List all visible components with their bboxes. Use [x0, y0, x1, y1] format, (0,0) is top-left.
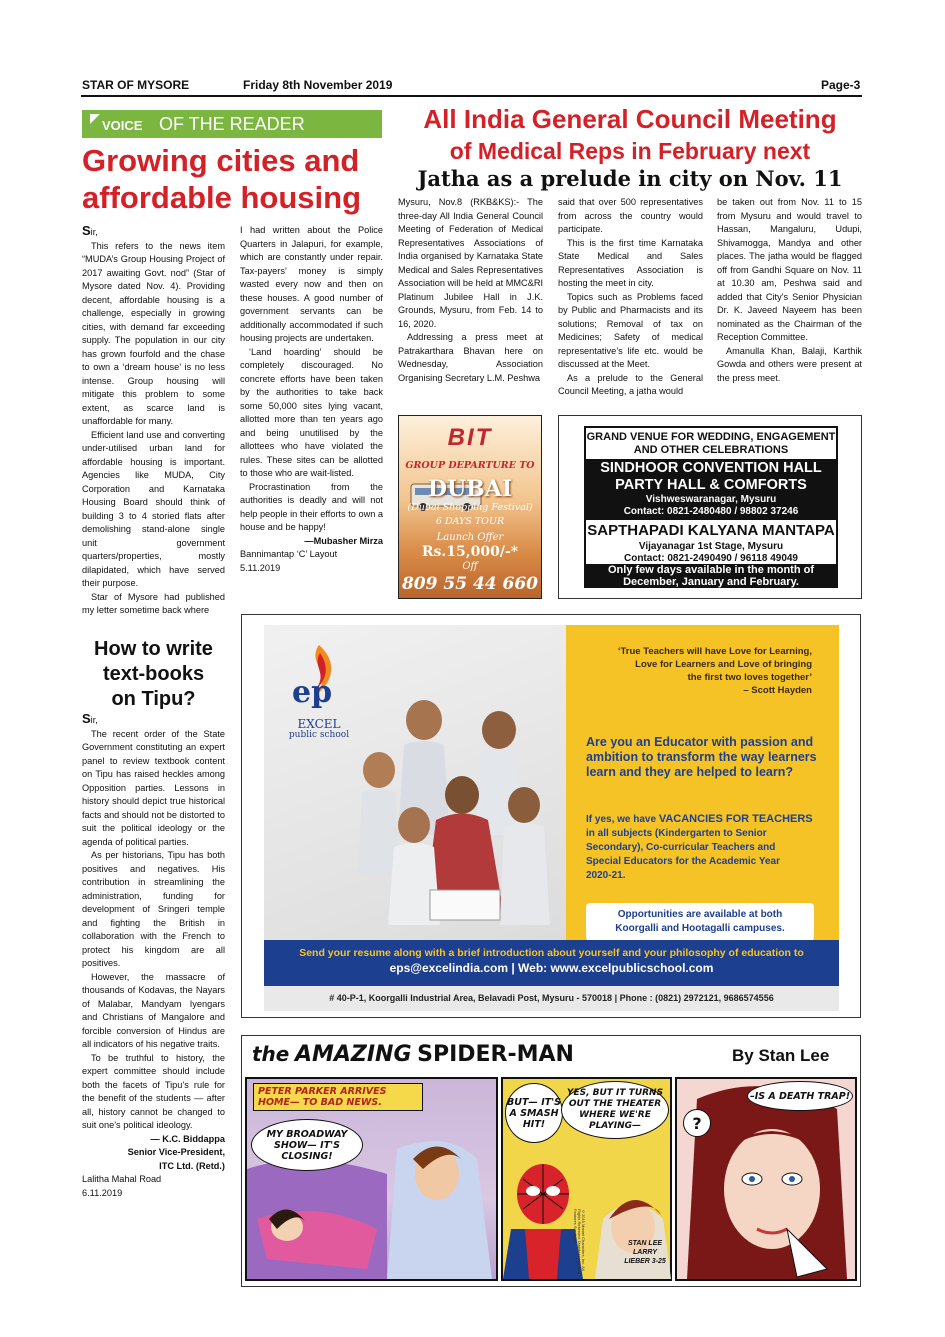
quote-line2: Love for Learners and Love of bringing: [635, 659, 812, 670]
vacancy-line3: Special Educators for the Academic Year: [586, 856, 780, 867]
quote-author: – Scott Hayden: [743, 685, 812, 696]
salutation-s: S: [82, 711, 91, 726]
excel-send-banner: Send your resume along with a brief introduction about yourself and your philosophy of education to eps@excelindia.com | Web: www.excelpublicschool.com: [264, 940, 839, 986]
send-line: Send your resume along with a brief introduction about yourself and your philosophy of education to: [299, 947, 804, 959]
council-paragraph: Addressing a press meet at Patrakarthara Bhavan here on Wednesday, Association Organising Secretary L.M. Peshwa: [398, 332, 543, 383]
council-paragraph: Topics such as Problems faced by Public and Pharmacists and its solutions; Removal of tax on Medicines; Safety of medical representative’s life etc. would be discussed at the Meet.: [558, 291, 703, 369]
council-paragraph: said that over 500 representatives from across the country would participate.: [558, 197, 703, 234]
council-headline-2: of Medical Reps in February next: [449, 138, 811, 164]
excel-question: [586, 735, 826, 780]
sapthapadi-contact: Contact: 0821-2490490 / 96118 49049: [623, 553, 798, 564]
tipu-paragraph: To be truthful to history, the expert committee should include both the facets of Tipu’s rule for the benefit of the students — after all, history cannot be changed to suit one’s political ideology.: [82, 1052, 225, 1130]
venue-ad[interactable]: [584, 426, 838, 588]
venue-availability: [586, 564, 836, 588]
bit-festival: (Dubai Shopping Festival): [407, 502, 533, 513]
excel-email-link[interactable]: eps@excelindia.com: [389, 961, 508, 975]
venue-note-line1: Only few days available in the month of: [608, 564, 814, 576]
voice-paragraph: ‘Land hoarding’ should be completely discouraged. No concrete efforts have been taken by the authorities to take back some 50,000 sites lying vacant, allotted more than ten years ago and being unutilised by the allottees who have violated the rules. These sites can be allotted to those who are wait-listed.: [240, 346, 383, 478]
quote-line3: the first two loves together’: [687, 672, 812, 683]
salutation-ir: ir,: [90, 715, 98, 725]
council-column-1: [398, 196, 543, 408]
students-photo-icon: [354, 685, 564, 940]
banner-title: OF THE READER: [159, 114, 305, 134]
vacancy-line1: in all subjects (Kindergarten to Senior: [586, 828, 767, 839]
venue-top-line1: GRAND VENUE FOR WEDDING, ENGAGEMENT: [586, 431, 836, 443]
excel-web-link[interactable]: Web: www.excelpublicschool.com: [518, 961, 714, 975]
comic-balloon-4: –IS A DEATH TRAP!: [747, 1081, 853, 1111]
voice-paragraph: Efficient land use and converting under-utilised urban land for affordable housing is important. Agencies like MUDA, City Corporation and Karnataka Housing Board should think of building 3 to 4 storied flats after demolishing stand-alone single unit government quarters/properties, mostly dilapidated, which have served their purpose.: [82, 429, 225, 588]
question-line1: Are you an Educator with passion and: [586, 735, 814, 749]
sindhoor-address: Vishweswaranagar, Mysuru: [645, 494, 777, 505]
excel-address-bar: # 40-P-1, Koorgalli Industrial Area, Belavadi Post, Mysuru - 570018 | Phone : (0821) 2972121, 9686574556: [264, 986, 839, 1011]
voice-headline: [82, 142, 361, 216]
banner-corner-icon: [90, 114, 100, 124]
tipu-column: [82, 712, 225, 1282]
comic-caption-1: PETER PARKER ARRIVES HOME— TO BAD NEWS.: [253, 1083, 423, 1111]
excel-school-name: EXCEL: [297, 717, 341, 731]
question-line3: learn and they are helped to learn?: [586, 765, 794, 779]
comic-credit: STAN LEE LARRY LIEBER 3-25: [624, 1240, 666, 1265]
venue-top: [586, 431, 836, 457]
salutation-s: S: [82, 223, 91, 238]
council-paragraph: Mysuru, Nov.8 (RKB&KS):- The three-day All India General Council Meeting of Federation of Medical Representatives Associations of India organised by Karnataka State Medical and Sales Representatives Association will be held at MMC&RI Platinum Jubilee Hall in J.K. Grounds, Mysuru, from Feb. 14 to 16, 2020.: [398, 197, 544, 329]
council-headline: All India General Council Meeting: [423, 104, 837, 134]
tipu-signature-title: Senior Vice-President,: [127, 1147, 225, 1157]
tipu-headline: [82, 637, 225, 712]
excel-logo-mark: ep: [292, 675, 333, 710]
comic-panel-1: [245, 1077, 498, 1281]
tipu-signature-company: ITC Ltd. (Retd.): [159, 1160, 225, 1171]
masthead-rule: [81, 95, 862, 97]
voice-headline-line1: Growing cities and: [82, 143, 360, 178]
bit-dubai-ad[interactable]: [398, 415, 542, 599]
tipu-paragraph: However, the massacre of thousands of Kodavas, the Nayars of Malabar, Mandyam Iyengars and Christians of Mangalore and forcible conversion of Hindus are all indicators of his negative traits.: [82, 971, 225, 1049]
excel-address: # 40-P-1, Koorgalli Industrial Area, Belavadi Post, Mysuru - 570018: [329, 993, 613, 1003]
comic-panel-3: [675, 1077, 857, 1281]
voice-address: Bannimantap ‘C’ Layout: [240, 549, 338, 559]
council-subhead: Jatha as a prelude in city on Nov. 11: [417, 166, 843, 191]
bit-tour: 6 DAYS TOUR: [435, 516, 505, 527]
excel-opportunities: [586, 903, 814, 941]
vacancy-line2: Secondary), Co-curricular Teachers and: [586, 842, 776, 853]
party-hall-name: PARTY HALL & COMFORTS: [615, 477, 807, 493]
comic-title: [252, 1042, 574, 1067]
paper-name: STAR OF MYSORE: [82, 78, 190, 92]
banner-voice: VOICE: [102, 118, 143, 133]
venue-note-line2: December, January and February.: [623, 576, 799, 588]
vacancy-line4: 2020-21.: [586, 870, 626, 881]
tipu-date: 6.11.2019: [82, 1187, 123, 1198]
sindhoor-hall: [586, 460, 836, 494]
comic-byline: By Stan Lee: [732, 1046, 830, 1065]
excel-phone: Phone : (0821) 2972121, 9686574556: [619, 993, 774, 1003]
vacancy-prefix: If yes, we have: [586, 814, 659, 825]
venue-top-line2: AND OTHER CELEBRATIONS: [633, 444, 789, 456]
tipu-paragraph: The recent order of the State Government constituting an expert panel to review textbook content on Tipu has raised heckles among Opposition parties. Lessons in history should depict true historical facts and should not be distorted to suit the political ideology or the agenda of political parties.: [82, 728, 226, 847]
voice-column-1: [82, 224, 225, 634]
comic-balloon-5: ?: [683, 1109, 711, 1137]
voice-column-2: [240, 224, 383, 604]
excel-vacancies: [586, 812, 826, 883]
comic-title-amazing: AMAZING: [294, 1042, 412, 1067]
sindhoor-contact: Contact: 0821-2480480 / 98802 37246: [623, 506, 799, 517]
question-line2: ambition to transform the way learners: [586, 750, 817, 764]
bit-off: Off: [462, 561, 478, 572]
comic-balloon-3: YES, BUT IT TURNS OUT THE THEATER WHERE WE'RE PLAYING—: [561, 1081, 669, 1139]
issue-date: Friday 8th November 2019: [243, 78, 393, 92]
tipu-paragraph: As per historians, Tipu has both positives and negatives. His contribution in streamlining the administration, funding for development of Sringeri temple and fighting the British in collaboration with the French to protect his kingdom are all positives.: [82, 850, 225, 968]
comic-copyright: ©2019 Marvel Characters, Inc. All Rights Reserved. Distributed by King Features Syndicate: [573, 1209, 586, 1275]
comic-title-the: the: [252, 1042, 290, 1066]
bit-line1: GROUP DEPARTURE TO: [405, 460, 535, 471]
bit-phone: 809 55 44 660: [401, 574, 539, 594]
voice-paragraph: I had written about the Police Quarters in Jalapuri, for example, which are constantly under repair. Tax-payers’ money is simply wasted every now and then on these houses. A good number of government servants can be additionally accommodated if such housing projects are undertaken.: [240, 225, 383, 343]
sindhoor-name: SINDHOOR CONVENTION HALL: [600, 460, 822, 476]
voice-paragraph: Procrastination from the authorities is deadly and will not help people in their efforts to own a house and be happy!: [240, 481, 383, 532]
bit-price: Rs.15,000/-*: [421, 544, 519, 560]
council-paragraph: This is the first time Karnataka State Medical and Sales Representatives Association is hosting the meet in city.: [558, 237, 703, 288]
bit-launch: Launch Offer: [436, 532, 504, 543]
voice-date: 5.11.2019: [240, 562, 281, 573]
quote-line1: ‘True Teachers will have Love for Learning,: [617, 646, 812, 657]
voice-headline-line2: affordable housing: [82, 180, 361, 215]
tipu-headline-line1: How to write: [94, 638, 213, 660]
bit-logo: BIT: [447, 424, 493, 451]
voice-paragraph: This refers to the news item “MUDA’s Group Housing Project of 2017 awaiting Govt. nod” (Star of Mysore dated Nov. 4). Providing decent, affordable housing is a challenge, especially in growing cities, with demand far exceeding supply. The population in our city has grown fourfold and the chase to own a ‘dream house’ is no less intense. Group housing will mitigate this problem to some extent, as scarce land is unaffordable for many.: [82, 240, 225, 426]
council-paragraph: Amanulla Khan, Balaji, Karthik Gowda and others were present at the press meet.: [717, 345, 862, 383]
council-column-2: [558, 196, 703, 408]
voice-paragraph: Star of Mysore had published my letter sometime back where: [82, 591, 225, 615]
comic-balloon-2: BUT— IT'S A SMASH HIT!: [505, 1083, 563, 1143]
comic-balloon-1: MY BROADWAY SHOW— IT'S CLOSING!: [251, 1119, 363, 1171]
opportunity-line2: Koorgalli and Hootagalli campuses.: [615, 923, 785, 934]
council-paragraph: As a prelude to the General Council Meeting, a jatha would: [558, 372, 703, 396]
sapthapadi-address: Vijayanagar 1st Stage, Mysuru: [638, 541, 784, 552]
excel-school-sub: public school: [288, 730, 350, 740]
sapthapadi-name: SAPTHAPADI KALYANA MANTAPA: [587, 522, 835, 539]
mary-jane-icon: [677, 1079, 857, 1279]
comic-title-spiderman: SPIDER-MAN: [417, 1042, 574, 1067]
comic-strip: [241, 1035, 861, 1287]
voice-banner: [82, 110, 382, 138]
voice-signature: —Mubasher Mirza: [304, 535, 383, 546]
opportunity-line1: Opportunities are available at both: [617, 909, 783, 920]
bit-destination: DUBAI: [427, 476, 513, 502]
excel-ad[interactable]: [264, 625, 839, 1011]
vacancy-highlight: VACANCIES FOR TEACHERS: [658, 813, 813, 825]
tipu-headline-line2: text-books: [102, 663, 205, 685]
council-paragraph: be taken out from Nov. 11 to 15 from Mysuru and would travel to Hassan, Mangaluru, Udupi, Shivamogga, Mandya and other places. The jatha would be flagged off from Gandhi Square on Nov. 11 at 10.30 am, Peshwa said and added that City’s Senior Physician Dr. K. Javeed Nayeem has been nominated as the Chairman of the Reception Committee.: [717, 197, 862, 342]
tipu-signature: — K.C. Biddappa: [150, 1133, 225, 1144]
council-column-3: [717, 196, 862, 408]
page-number: Page-3: [821, 78, 861, 92]
salutation-ir: ir,: [90, 227, 98, 237]
comic-panel-2: [501, 1077, 672, 1281]
excel-quote: [566, 645, 812, 697]
tipu-address: Lalitha Mahal Road: [82, 1174, 162, 1184]
tipu-headline-line3: on Tipu?: [111, 688, 196, 710]
